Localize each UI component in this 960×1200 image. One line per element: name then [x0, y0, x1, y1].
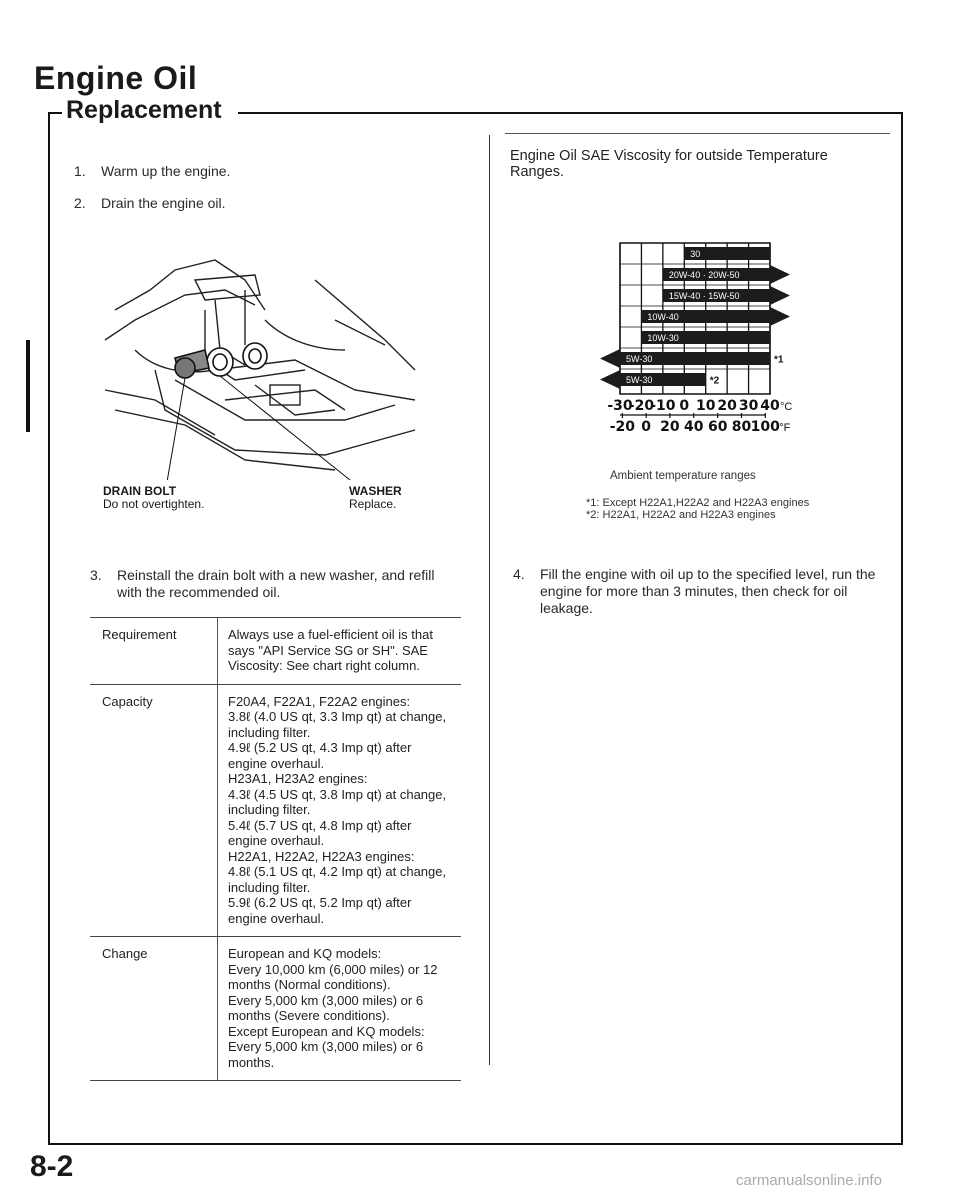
section-title: Replacement: [66, 96, 222, 124]
drain-bolt-illustration: [95, 250, 435, 480]
chart-tick-label-c: -20: [628, 398, 655, 414]
chart-tick-label-f: 20: [660, 419, 680, 435]
chart-bar-arrow-left: [600, 349, 620, 368]
drain-bolt-label: DRAIN BOLT: [103, 484, 177, 498]
spec-value: F20A4, F22A1, F22A2 engines: 3.8ℓ (4.0 US qt, 3.3 Imp qt) at change, including filter. 4.9ℓ (5.2 US qt, 4.3 Imp qt) after engine overhaul. H23A1, H23A2 engines: 4.3ℓ (4.5 US qt, 3.8 Imp qt) at change, including filter. 5.4ℓ (5.7 US qt, 4.8 Imp qt) after engine overhaul. H22A1, H22A2, H22A3 engines: 4.8ℓ (5.1 US qt, 4.2 Imp qt) at change, including filter. 5.9ℓ (6.2 US qt, 5.2 Imp qt) after engine overhaul.: [218, 684, 462, 937]
table-row: [90, 684, 461, 937]
step-3-number: 3.: [90, 567, 102, 583]
step-1-text: Warm up the engine.: [101, 163, 231, 179]
chart-tick-label-c: 40: [760, 398, 780, 414]
step-3-text: Reinstall the drain bolt with a new washer, and refill with the recommended oil.: [117, 567, 435, 600]
chart-bar-arrow-left: [600, 370, 620, 389]
chart-tick-label-c: 0: [679, 398, 690, 414]
chart-bar-label: 10W-40: [647, 312, 679, 322]
chart-tick-label-f: 0: [641, 419, 652, 435]
chart-xlabel: Ambient temperature ranges: [610, 470, 756, 482]
spec-key: Capacity: [90, 684, 218, 937]
chart-tick-label-f: 80: [731, 419, 752, 435]
step-1: [74, 163, 454, 181]
step-4-number: 4.: [513, 566, 525, 582]
chart-bar-note: *2: [709, 375, 720, 387]
watermark: carmanualsonline.info: [736, 1172, 882, 1189]
chart-tick-label-c: -10: [650, 398, 676, 414]
chart-bar-arrow-right: [770, 286, 790, 305]
page-title: Engine Oil: [34, 60, 198, 96]
step-4-text: Fill the engine with oil up to the specified level, run the engine for more than 3 minutes, then check for oil leakage.: [540, 566, 876, 616]
step-2-number: 2.: [74, 195, 86, 211]
chart-tick-label-f: 40: [683, 419, 704, 435]
right-column-top-rule: [505, 133, 890, 134]
frame-top-rule: [238, 112, 903, 114]
spec-key: Change: [90, 937, 218, 1081]
table-row: [90, 618, 461, 685]
chart-title: Engine Oil SAE Viscosity for outside Temperature Ranges.: [510, 148, 828, 180]
spec-value: Always use a fuel-efficient oil is that says "API Service SG or SH". SAE Viscosity: See chart right column.: [218, 618, 462, 685]
chart-bar-label: 20W-40 · 20W-50: [668, 270, 740, 280]
chart-footnote-1: *1: Except H22A1,H22A2 and H22A3 engines: [586, 497, 810, 509]
chart-tick-label-c: 20: [717, 398, 737, 414]
table-row: [90, 937, 461, 1081]
viscosity-chart: [585, 235, 835, 465]
chart-tick-label-f: 100: [750, 419, 780, 435]
chart-tick-label-c: 10: [695, 398, 716, 414]
page-number: 8-2: [30, 1150, 74, 1183]
frame-top-left-tick: [48, 112, 62, 114]
step-1-number: 1.: [74, 163, 86, 179]
side-marker: [26, 340, 30, 432]
drain-bolt-note: Do not overtighten.: [103, 497, 205, 511]
frame-bottom-rule: [48, 1143, 903, 1145]
chart-bar-arrow-right: [770, 307, 790, 326]
spec-table: [90, 617, 461, 1081]
chart-footnote-2: *2: H22A1, H22A2 and H22A3 engines: [586, 509, 776, 521]
chart-bar-label: 5W-30: [626, 354, 653, 364]
chart-bar-label: 15W-40 · 15W-50: [668, 291, 740, 301]
step-2-text: Drain the engine oil.: [101, 195, 226, 211]
spec-value: European and KQ models: Every 10,000 km (6,000 miles) or 12 months (Normal conditions). Every 5,000 km (3,000 miles) or 6 months (Severe conditions). Except European and KQ models: Every 5,000 km (3,000 miles) or 6 months.: [218, 937, 462, 1081]
frame-right-rule: [901, 112, 903, 1145]
chart-bar-label: 5W-30: [626, 375, 653, 385]
chart-tick-label-c: 30: [738, 398, 759, 414]
chart-tick-label-f: -20: [609, 419, 636, 435]
washer-label: WASHER: [349, 484, 402, 498]
spec-key: Requirement: [90, 618, 218, 685]
chart-bar-label: 30: [690, 249, 701, 259]
chart-tick-label-f: 60: [707, 419, 728, 435]
frame-left-rule: [48, 112, 50, 1145]
washer-note: Replace.: [349, 497, 397, 511]
step-2: [74, 195, 454, 213]
column-divider: [489, 135, 490, 1065]
chart-bar-note: *1: [774, 354, 784, 366]
chart-tick-label-c: -30: [607, 398, 633, 414]
step-4: [513, 566, 885, 618]
chart-bar-arrow-right: [770, 265, 790, 284]
chart-bar-label: 10W-30: [647, 333, 679, 343]
chart-unit-c: °C: [780, 401, 793, 413]
step-3: [90, 567, 462, 603]
chart-unit-f: °F: [779, 422, 791, 434]
